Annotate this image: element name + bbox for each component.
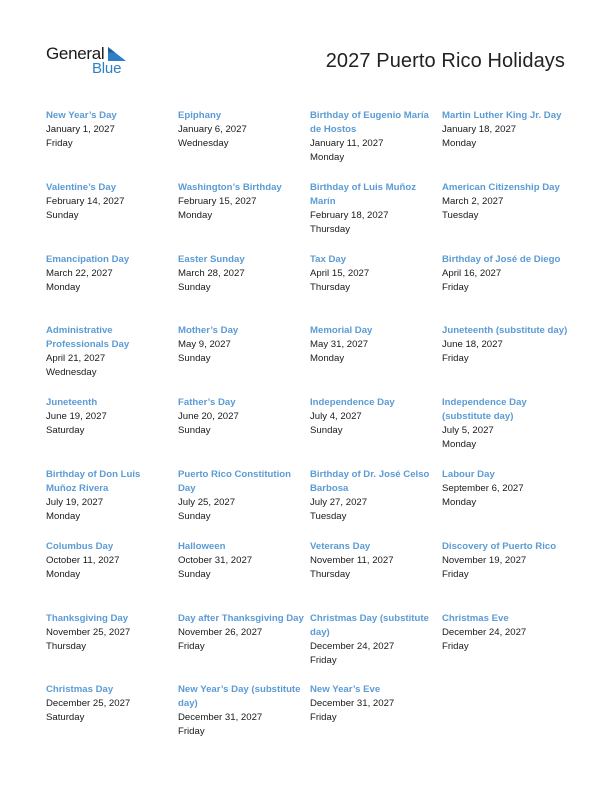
holiday-name: Veterans Day — [310, 540, 371, 552]
holiday-date: May 31, 2027 — [310, 339, 369, 351]
holiday-entry — [178, 683, 310, 755]
holiday-date: March 2, 2027 — [442, 195, 504, 207]
holiday-weekday: Sunday — [178, 425, 211, 437]
holiday-date: May 9, 2027 — [178, 339, 231, 351]
holiday-weekday: Friday — [310, 712, 337, 724]
holiday-name: Juneteenth — [46, 397, 98, 409]
holiday-name: Puerto Rico Constitution Day — [178, 468, 291, 494]
holiday-name: Birthday of Eugenio María de Hostos — [310, 110, 429, 135]
holiday-entry — [178, 324, 310, 396]
holiday-name: Memorial Day — [310, 325, 373, 337]
brand-logo — [46, 44, 136, 80]
holiday-date: January 18, 2027 — [442, 124, 517, 135]
holiday-weekday: Monday — [46, 568, 81, 580]
holiday-date: December 24, 2027 — [442, 626, 527, 638]
holiday-entry — [442, 540, 576, 612]
holiday-name: Juneteenth (substitute day) — [442, 325, 568, 337]
holiday-name: Valentine’s Day — [46, 181, 117, 193]
holiday-weekday: Thursday — [310, 281, 350, 293]
holiday-weekday: Monday — [442, 496, 477, 508]
holiday-weekday: Thursday — [46, 640, 86, 652]
holiday-entry — [46, 612, 178, 684]
holiday-name: New Year’s Eve — [310, 684, 381, 696]
holiday-name: Emancipation Day — [46, 253, 130, 265]
holiday-weekday: Friday — [178, 726, 205, 738]
holiday-date: July 27, 2027 — [310, 496, 368, 508]
logo-text-general: General — [46, 44, 105, 63]
holiday-entry — [178, 109, 310, 181]
holiday-entry — [442, 396, 576, 468]
holiday-date: January 1, 2027 — [46, 124, 115, 135]
holiday-date: July 4, 2027 — [310, 411, 362, 423]
holiday-entry — [310, 540, 442, 612]
holiday-name: New Year’s Day — [46, 110, 117, 121]
logo-text-blue: Blue — [92, 60, 122, 77]
holiday-entry — [178, 253, 310, 325]
holiday-weekday: Tuesday — [442, 209, 479, 221]
holiday-weekday: Sunday — [178, 353, 211, 365]
holiday-name: Independence Day — [310, 397, 395, 409]
holiday-weekday: Sunday — [178, 510, 211, 522]
holiday-entry — [46, 324, 178, 396]
holiday-weekday: Saturday — [46, 712, 85, 724]
holiday-entry — [46, 253, 178, 325]
holiday-weekday: Sunday — [178, 568, 211, 580]
holiday-entry — [310, 253, 442, 325]
holiday-name: Thanksgiving Day — [46, 612, 129, 624]
holiday-entry — [310, 109, 442, 181]
holiday-weekday: Monday — [310, 353, 345, 365]
holiday-name: Independence Day (substitute day) — [442, 397, 527, 423]
holiday-entry — [442, 468, 576, 540]
holiday-date: June 18, 2027 — [442, 339, 503, 351]
holiday-date: June 20, 2027 — [178, 411, 239, 423]
holiday-entry — [46, 181, 178, 253]
holiday-grid — [46, 109, 576, 755]
holiday-date: April 16, 2027 — [442, 267, 502, 279]
holiday-date: December 25, 2027 — [46, 698, 131, 710]
holiday-weekday: Monday — [442, 439, 477, 451]
holiday-weekday: Tuesday — [310, 510, 347, 522]
holiday-entry — [46, 683, 178, 755]
holiday-name: Tax Day — [310, 253, 347, 265]
holiday-weekday: Friday — [442, 568, 469, 580]
holiday-weekday: Friday — [178, 640, 205, 652]
holiday-date: July 5, 2027 — [442, 425, 494, 437]
holiday-name: Birthday of Don Luis Muñoz Rivera — [46, 468, 141, 494]
holiday-weekday: Saturday — [46, 425, 85, 437]
holiday-entry — [178, 468, 310, 540]
holiday-entry — [178, 181, 310, 253]
holiday-weekday: Monday — [178, 209, 213, 221]
holiday-name: Washington’s Birthday — [178, 181, 282, 193]
holiday-name: Easter Sunday — [178, 253, 245, 265]
holiday-name: Christmas Day (substitute day) — [310, 612, 429, 638]
holiday-name: American Citizenship Day — [442, 181, 560, 193]
holiday-date: September 6, 2027 — [442, 482, 524, 494]
holiday-date: February 15, 2027 — [178, 195, 257, 207]
holiday-name: Administrative Professionals Day — [46, 325, 130, 351]
holiday-date: November 26, 2027 — [178, 626, 263, 638]
holiday-date: March 22, 2027 — [46, 267, 113, 279]
holiday-date: January 6, 2027 — [178, 124, 247, 135]
holiday-date: June 19, 2027 — [46, 411, 107, 423]
holiday-date: April 21, 2027 — [46, 353, 106, 365]
holiday-weekday: Wednesday — [178, 138, 229, 149]
holiday-name: Birthday of José de Diego — [442, 253, 561, 265]
holiday-name: Day after Thanksgiving Day — [178, 612, 304, 624]
holiday-date: April 15, 2027 — [310, 267, 370, 279]
holiday-entry — [178, 612, 310, 684]
holiday-date: December 31, 2027 — [310, 698, 395, 710]
holiday-name: Epiphany — [178, 110, 222, 121]
holiday-weekday: Sunday — [178, 281, 211, 293]
holiday-entry — [442, 181, 576, 253]
holiday-name: Birthday of Luis Muñoz Marín — [310, 181, 417, 207]
holiday-entry — [310, 468, 442, 540]
holiday-entry — [442, 109, 576, 181]
holiday-name: Christmas Eve — [442, 612, 509, 624]
holiday-entry — [178, 540, 310, 612]
holiday-date: October 11, 2027 — [46, 554, 120, 566]
holiday-name: Christmas Day — [46, 684, 114, 696]
holiday-weekday: Monday — [442, 138, 477, 149]
holiday-date: November 25, 2027 — [46, 626, 131, 638]
holiday-entry — [310, 612, 442, 684]
holiday-name: Birthday of Dr. José Celso Barbosa — [310, 468, 430, 494]
holiday-entry — [310, 396, 442, 468]
holiday-entry — [310, 181, 442, 253]
holiday-name: Mother’s Day — [178, 325, 239, 337]
holiday-weekday: Friday — [442, 281, 469, 293]
page-title: 2027 Puerto Rico Holidays — [325, 50, 565, 72]
holiday-date: January 11, 2027 — [310, 138, 384, 149]
holiday-date: November 19, 2027 — [442, 554, 527, 566]
holiday-name: New Year’s Day (substitute day) — [178, 684, 301, 710]
holiday-weekday: Friday — [442, 640, 469, 652]
holiday-entry — [46, 109, 178, 181]
holiday-name: Columbus Day — [46, 540, 114, 552]
holiday-name: Discovery of Puerto Rico — [442, 540, 557, 552]
holiday-entry — [46, 540, 178, 612]
holiday-entry — [310, 683, 442, 755]
holiday-date: October 31, 2027 — [178, 554, 253, 566]
holiday-date: February 18, 2027 — [310, 209, 389, 221]
holiday-date: February 14, 2027 — [46, 195, 125, 207]
holiday-weekday: Monday — [46, 510, 81, 522]
holiday-weekday: Sunday — [46, 209, 79, 221]
holiday-entry — [46, 396, 178, 468]
holiday-name: Labour Day — [442, 468, 495, 480]
holiday-weekday: Wednesday — [46, 367, 97, 379]
holiday-weekday: Friday — [442, 353, 469, 365]
logo-triangle-icon — [108, 47, 126, 61]
holiday-date: July 25, 2027 — [178, 496, 236, 508]
holiday-date: July 19, 2027 — [46, 496, 104, 508]
holiday-weekday: Friday — [310, 654, 337, 666]
holiday-date: March 28, 2027 — [178, 267, 245, 279]
holiday-entry — [442, 253, 576, 325]
holiday-weekday: Thursday — [310, 568, 350, 580]
holiday-entry — [178, 396, 310, 468]
holiday-name: Father’s Day — [178, 397, 236, 409]
holiday-entry — [310, 324, 442, 396]
holiday-entry — [442, 612, 576, 684]
holiday-weekday: Thursday — [310, 223, 350, 235]
holiday-entry — [442, 324, 576, 396]
holiday-name: Halloween — [178, 540, 226, 552]
holiday-weekday: Monday — [46, 281, 81, 293]
holiday-date: December 31, 2027 — [178, 712, 263, 724]
holiday-weekday: Friday — [46, 138, 73, 149]
holiday-weekday: Sunday — [310, 425, 343, 437]
holiday-date: November 11, 2027 — [310, 554, 394, 566]
holiday-date: December 24, 2027 — [310, 640, 395, 652]
holiday-entry — [46, 468, 178, 540]
holiday-weekday: Monday — [310, 152, 345, 163]
holiday-name: Martin Luther King Jr. Day — [442, 110, 562, 121]
